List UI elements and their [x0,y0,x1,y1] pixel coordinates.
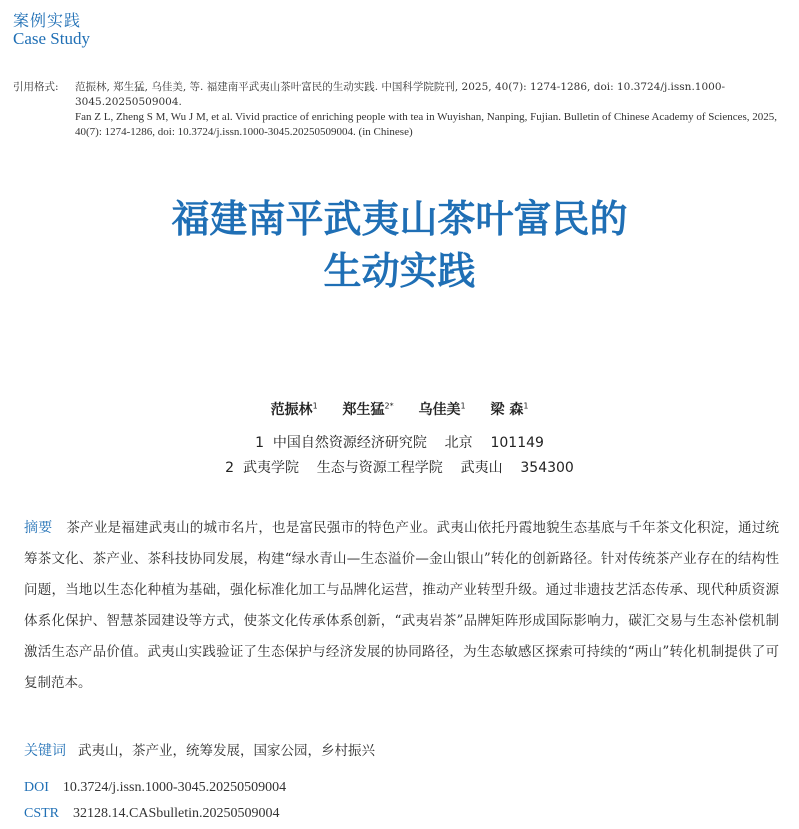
author-name: 范振林 [270,402,313,418]
section-label-cn: 案例实践 [13,11,82,30]
article-title [0,193,799,297]
doi-line [24,780,286,796]
section-label-en: Case Study [13,29,90,48]
citation-cn: 范振林, 郑生猛, 乌佳美, 等. 福建南平武夷山茶叶富民的生动实践. 中国科学院院刊, 2025, 40(7): 1274-1286, doi: 10.3724/j.issn.1000-3045.20250509004. [75,81,726,108]
abstract-text: 茶产业是福建武夷山的城市名片，也是富民强市的特色产业。武夷山依托丹霞地貌生态基底与千年茶文化积淀，通过统筹茶文化、茶产业、茶科技协同发展，构建“绿水青山—生态溢价—金山银山”转化的创新路径。针对传统茶产业存在的结构性问题，当地以生态化种植为基础，强化标准化加工与品牌化运营，推动产业转型升级。通过非遗技艺活态传承、现代种质资源体系化保护、智慧茶园建设等方式，使茶文化传承体系创新，“武夷岩茶”品牌矩阵形成国际影响力，碳汇交易与生态补偿机制激活生态产品价值。武夷山实践验证了生态保护与经济发展的协同路径，为生态敏感区探索可持续的“两山”转化机制提供了可复制范本。 [24,520,780,691]
cstr-label: CSTR [24,806,60,821]
title-line-2: 生动实践 [323,249,476,293]
doi-value[interactable]: 10.3724/j.issn.1000-3045.20250509004 [62,780,287,795]
author-affiliation-mark: 1 [460,401,466,411]
cstr-value[interactable]: 32128.14.CASbulletin.20250509004 [73,806,280,821]
abstract [24,513,779,699]
author[interactable] [419,402,466,418]
affiliation-2: 2 武夷学院 生态与资源工程学院 武夷山 354300 [225,460,574,476]
doi-label: DOI [24,780,49,795]
author[interactable] [271,402,318,418]
author[interactable] [490,402,528,418]
author-name: 乌佳美 [418,402,461,418]
author-name: 郑生猛 [342,402,385,418]
author-affiliation-mark: 2* [384,401,394,411]
author-name: 梁 森 [490,402,524,418]
author[interactable] [343,402,394,418]
keywords-label: 关键词 [24,743,66,759]
author-affiliation-mark: 1 [523,401,529,411]
author-list [0,399,799,419]
citation-label: 引用格式: [13,81,59,93]
keywords [24,739,375,760]
citation-en: Fan Z L, Zheng S M, Wu J M, et al. Vivid practice of enriching people with tea in Wuyishan, Nanping, Fujian. Bulletin of Chinese Academy of Sciences, 2025, 40(7): 1274-1286, doi: 10.3724/j.issn.1000-3045.20250509004. (in Chinese) [75,111,778,138]
title-line-1: 福建南平武夷山茶叶富民的 [171,197,628,241]
citation-block [13,80,791,140]
author-affiliation-mark: 1 [312,401,318,411]
affiliation-1: 1 中国自然资源经济研究院 北京 101149 [255,435,544,451]
cstr-line [24,806,280,822]
abstract-label: 摘要 [24,520,53,536]
keywords-text: 武夷山，茶产业，统筹发展，国家公园，乡村振兴 [78,743,375,759]
